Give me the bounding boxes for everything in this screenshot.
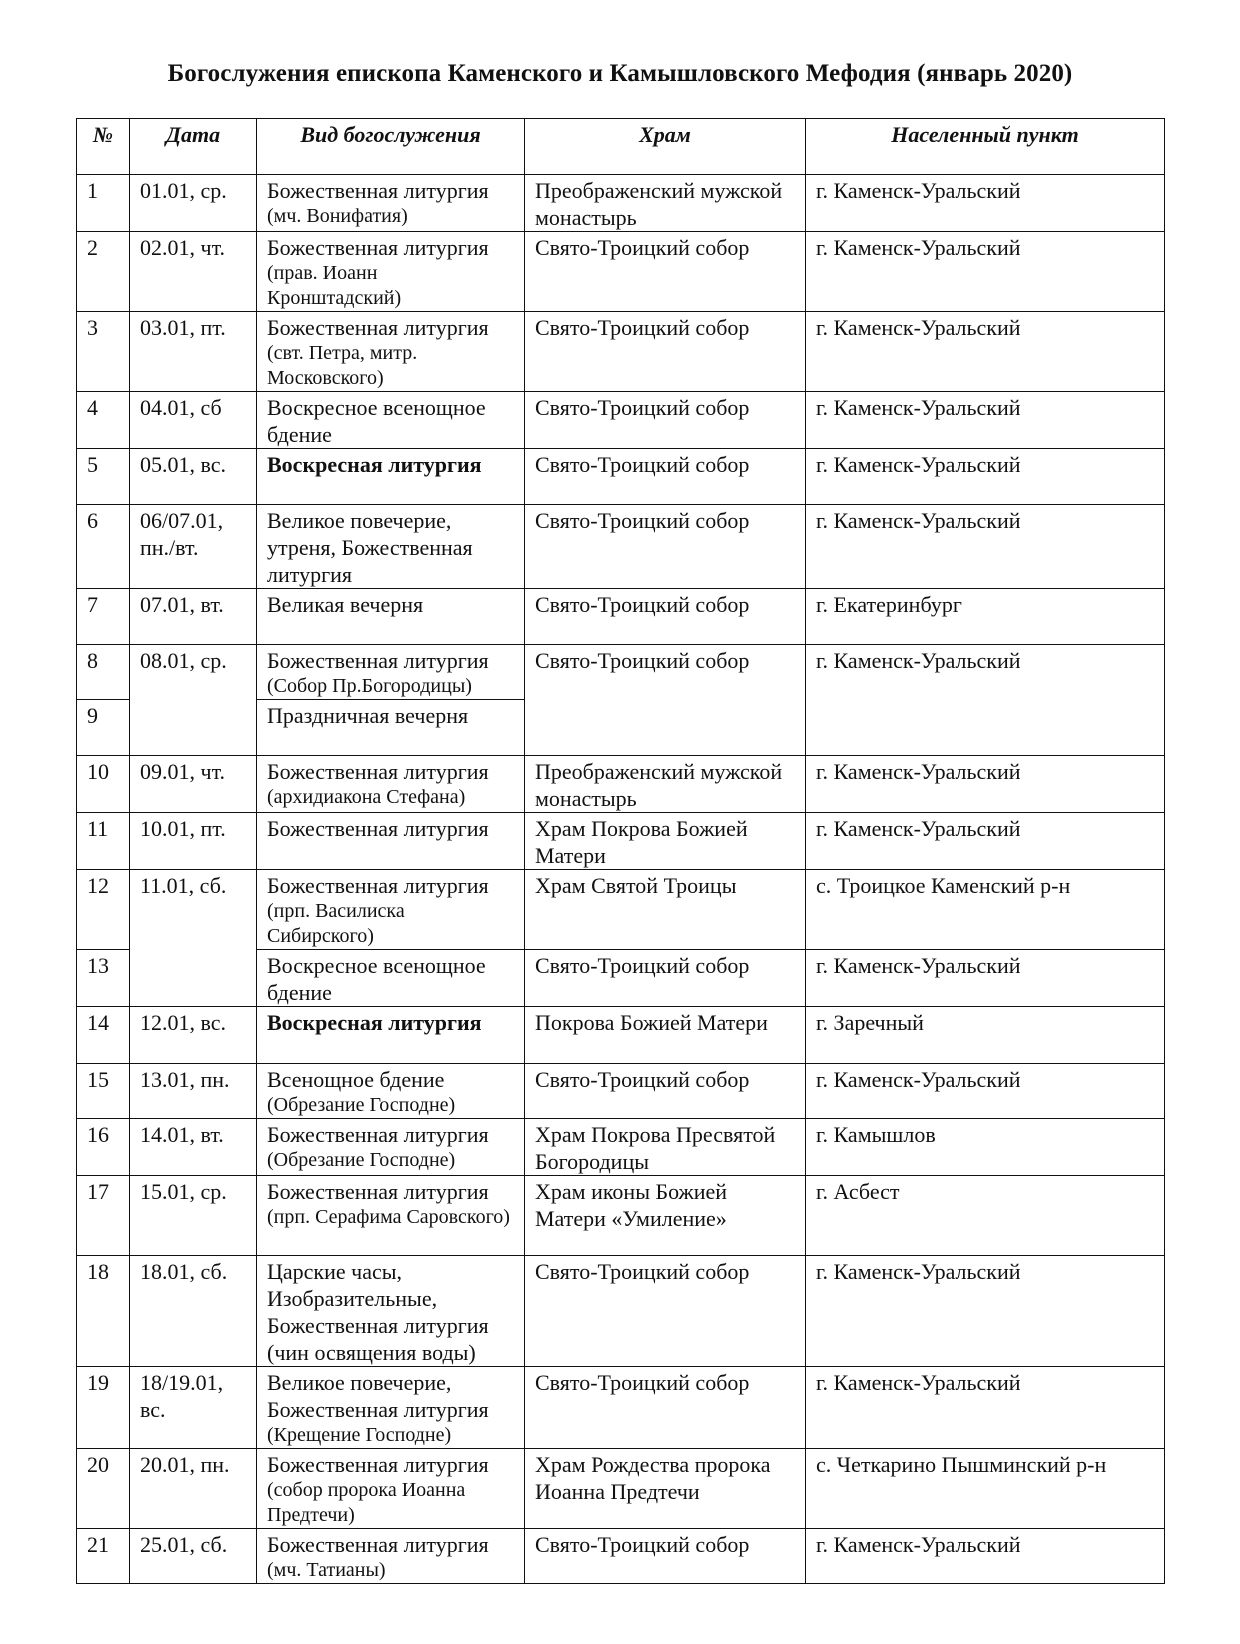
table-row [77, 1256, 1165, 1367]
service-note: (собор пророка Иоанна Предтечи) [267, 1479, 466, 1526]
service-cell [257, 392, 525, 449]
place-cell: г. Каменск-Уральский [806, 1367, 1165, 1449]
date-cell: 11.01, сб. [130, 870, 257, 1007]
service-cell [257, 1449, 525, 1529]
place-cell: г. Каменск-Уральский [806, 449, 1165, 505]
date-cell: 20.01, пн. [130, 1449, 257, 1529]
service-cell [257, 1256, 525, 1367]
service-name: Всенощное бдение [267, 1067, 445, 1092]
service-note: (Обрезание Господне) [267, 1094, 456, 1116]
service-name: Божественная литургия [267, 315, 489, 340]
service-name: Божественная литургия [267, 759, 489, 784]
service-name: Божественная литургия [267, 873, 489, 898]
service-name: Божественная литургия [267, 178, 489, 203]
date-cell: 04.01, сб [130, 392, 257, 449]
date-cell: 18.01, сб. [130, 1256, 257, 1367]
row-number: 17 [77, 1176, 130, 1256]
row-number: 2 [77, 232, 130, 312]
place-cell: г. Каменск-Уральский [806, 645, 1165, 756]
row-number: 21 [77, 1529, 130, 1584]
service-name: Воскресное всенощное бдение [267, 395, 486, 447]
church-cell: Свято-Троицкий собор [525, 645, 806, 756]
service-cell [257, 1119, 525, 1176]
place-cell: с. Четкарино Пышминский р-н [806, 1449, 1165, 1529]
service-name: Божественная литургия [267, 648, 489, 673]
service-cell [257, 870, 525, 950]
table-row [77, 449, 1165, 505]
church-cell: Свято-Троицкий собор [525, 392, 806, 449]
service-name: Божественная литургия [267, 1122, 489, 1147]
service-note: (мч. Татианы) [267, 1559, 386, 1581]
date-cell: 02.01, чт. [130, 232, 257, 312]
table-row [77, 1529, 1165, 1584]
service-note: (Крещение Господне) [267, 1424, 452, 1446]
table-row [77, 1367, 1165, 1449]
row-number: 18 [77, 1256, 130, 1367]
church-cell: Свято-Троицкий собор [525, 1064, 806, 1119]
row-number: 20 [77, 1449, 130, 1529]
place-cell: г. Каменск-Уральский [806, 950, 1165, 1007]
col-header-service: Вид богослужения [257, 119, 525, 175]
date-cell: 12.01, вс. [130, 1007, 257, 1064]
church-cell: Свято-Троицкий собор [525, 1256, 806, 1367]
church-cell: Храм Рождества пророка Иоанна Предтечи [525, 1449, 806, 1529]
col-header-place: Населенный пункт [806, 119, 1165, 175]
place-cell: г. Каменск-Уральский [806, 505, 1165, 589]
service-cell [257, 505, 525, 589]
row-number: 9 [77, 700, 130, 756]
service-cell [257, 700, 525, 756]
church-cell: Свято-Троицкий собор [525, 312, 806, 392]
service-name: Воскресное всенощное бдение [267, 953, 486, 1005]
place-cell: г. Каменск-Уральский [806, 756, 1165, 813]
table-row [77, 870, 1165, 950]
service-name: Божественная литургия [267, 1452, 489, 1477]
service-cell [257, 175, 525, 232]
table-row [77, 589, 1165, 645]
date-cell: 25.01, сб. [130, 1529, 257, 1584]
row-number: 3 [77, 312, 130, 392]
table-row [77, 645, 1165, 700]
row-number: 11 [77, 813, 130, 870]
service-cell [257, 232, 525, 312]
service-cell [257, 1007, 525, 1064]
date-cell: 10.01, пт. [130, 813, 257, 870]
church-cell: Преображенский мужской монастырь [525, 756, 806, 813]
row-number: 6 [77, 505, 130, 589]
table-row [77, 1176, 1165, 1256]
church-cell: Преображенский мужской монастырь [525, 175, 806, 232]
place-cell: г. Каменск-Уральский [806, 813, 1165, 870]
church-cell: Свято-Троицкий собор [525, 950, 806, 1007]
service-name: Божественная литургия [267, 235, 489, 260]
header-row [77, 119, 1165, 175]
row-number: 16 [77, 1119, 130, 1176]
service-name: Великое повечерие, Божественная литургия [267, 1370, 489, 1422]
place-cell: г. Каменск-Уральский [806, 1256, 1165, 1367]
service-name: Воскресная литургия [267, 452, 482, 477]
date-cell: 08.01, ср. [130, 645, 257, 756]
table-row [77, 175, 1165, 232]
row-number: 19 [77, 1367, 130, 1449]
service-name: Божественная литургия [267, 816, 489, 841]
table-row [77, 1064, 1165, 1119]
service-name: Божественная литургия [267, 1532, 489, 1557]
document-title: Богослужения епископа Каменского и Камышловского Мефодия (январь 2020) [167, 60, 1073, 87]
service-cell [257, 813, 525, 870]
col-header-number: № [77, 119, 130, 175]
date-cell: 01.01, ср. [130, 175, 257, 232]
table-row [77, 312, 1165, 392]
place-cell: г. Каменск-Уральский [806, 232, 1165, 312]
church-cell: Свято-Троицкий собор [525, 1367, 806, 1449]
church-cell: Храм Покрова Божией Матери [525, 813, 806, 870]
place-cell: г. Каменск-Уральский [806, 1064, 1165, 1119]
church-cell: Свято-Троицкий собор [525, 589, 806, 645]
table-row [77, 1007, 1165, 1064]
row-number: 8 [77, 645, 130, 700]
service-name: Великая вечерня [267, 592, 424, 617]
service-cell [257, 589, 525, 645]
church-cell: Храм Святой Троицы [525, 870, 806, 950]
service-note: (прп. Серафима Саровского) [267, 1206, 510, 1228]
table-row [77, 813, 1165, 870]
date-cell: 03.01, пт. [130, 312, 257, 392]
place-cell: г. Асбест [806, 1176, 1165, 1256]
place-cell: г. Заречный [806, 1007, 1165, 1064]
row-number: 4 [77, 392, 130, 449]
place-cell: г. Каменск-Уральский [806, 312, 1165, 392]
date-cell: 06/07.01, пн./вт. [130, 505, 257, 589]
table-row [77, 505, 1165, 589]
place-cell: г. Каменск-Уральский [806, 392, 1165, 449]
service-note: (прав. Иоанн Кронштадский) [267, 262, 402, 309]
service-cell [257, 312, 525, 392]
service-note: (архидиакона Стефана) [267, 786, 466, 808]
service-cell [257, 1529, 525, 1584]
church-cell: Свято-Троицкий собор [525, 1529, 806, 1584]
date-cell: 15.01, ср. [130, 1176, 257, 1256]
row-number: 14 [77, 1007, 130, 1064]
place-cell: г. Каменск-Уральский [806, 175, 1165, 232]
date-cell: 14.01, вт. [130, 1119, 257, 1176]
service-cell [257, 1367, 525, 1449]
row-number: 15 [77, 1064, 130, 1119]
service-note: (свт. Петра, митр. Московского) [267, 342, 418, 389]
church-cell: Храм иконы Божией Матери «Умиление» [525, 1176, 806, 1256]
date-cell: 09.01, чт. [130, 756, 257, 813]
place-cell: с. Троицкое Каменский р-н [806, 870, 1165, 950]
service-name: Божественная литургия [267, 1179, 489, 1204]
date-cell: 07.01, вт. [130, 589, 257, 645]
service-name: Воскресная литургия [267, 1010, 482, 1035]
row-number: 5 [77, 449, 130, 505]
place-cell: г. Екатеринбург [806, 589, 1165, 645]
church-cell: Свято-Троицкий собор [525, 505, 806, 589]
place-cell: г. Камышлов [806, 1119, 1165, 1176]
table-row [77, 232, 1165, 312]
date-cell: 13.01, пн. [130, 1064, 257, 1119]
services-table [76, 118, 1165, 1584]
service-cell [257, 1064, 525, 1119]
service-note: (мч. Вонифатия) [267, 205, 408, 227]
row-number: 10 [77, 756, 130, 813]
table-row [77, 1119, 1165, 1176]
service-note: (Собор Пр.Богородицы) [267, 675, 472, 697]
table-body [77, 175, 1165, 1584]
service-note: (прп. Василиска Сибирского) [267, 900, 405, 947]
service-cell [257, 1176, 525, 1256]
service-note: (Обрезание Господне) [267, 1149, 456, 1171]
service-name: Великое повечерие, утреня, Божественная литургия [267, 508, 473, 587]
church-cell: Храм Покрова Пресвятой Богородицы [525, 1119, 806, 1176]
table-row [77, 756, 1165, 813]
service-cell [257, 756, 525, 813]
col-header-date: Дата [130, 119, 257, 175]
service-cell [257, 449, 525, 505]
place-cell: г. Каменск-Уральский [806, 1529, 1165, 1584]
date-cell: 05.01, вс. [130, 449, 257, 505]
service-name: Царские часы, Изобразительные, Божественная литургия (чин освящения воды) [267, 1259, 489, 1365]
table-row [77, 392, 1165, 449]
col-header-church: Храм [525, 119, 806, 175]
row-number: 13 [77, 950, 130, 1007]
table-row [77, 1449, 1165, 1529]
church-cell: Покрова Божией Матери [525, 1007, 806, 1064]
row-number: 12 [77, 870, 130, 950]
service-name: Праздничная вечерня [267, 703, 469, 728]
church-cell: Свято-Троицкий собор [525, 232, 806, 312]
row-number: 1 [77, 175, 130, 232]
service-cell [257, 950, 525, 1007]
service-cell [257, 645, 525, 700]
row-number: 7 [77, 589, 130, 645]
date-cell: 18/19.01, вс. [130, 1367, 257, 1449]
church-cell: Свято-Троицкий собор [525, 449, 806, 505]
